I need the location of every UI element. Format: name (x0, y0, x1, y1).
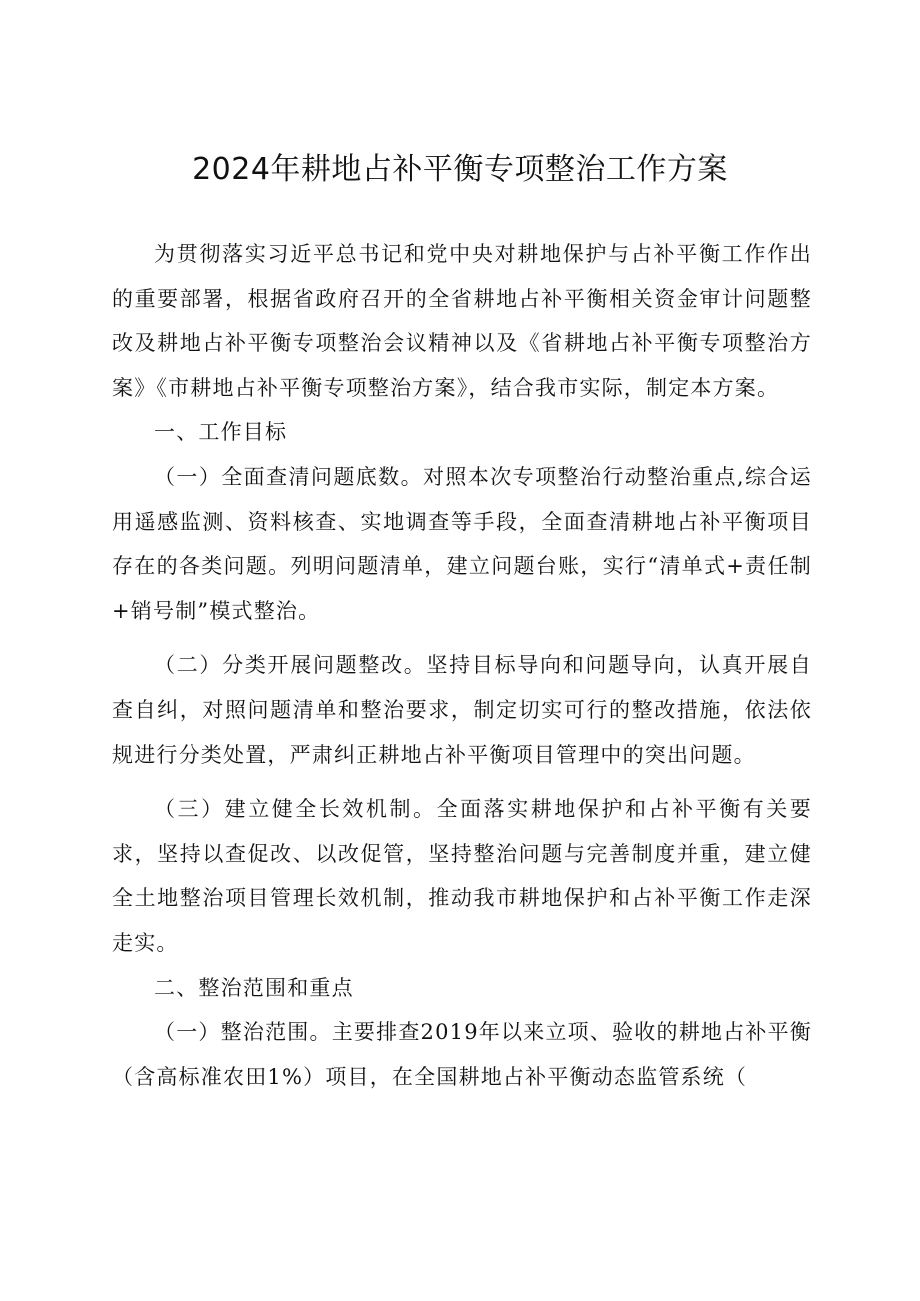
goal-item-1: （一）全面查清问题底数。对照本次专项整治行动整治重点,综合运用遥感监测、资料核查、实地调查等手段，全面查清耕地占补平衡项目存在的各类问题。列明问题清单，建立问题台账，实行“清单式+责任制+销号制”模式整治。 (112, 464, 812, 623)
document-title: 2024年耕地占补平衡专项整治工作方案 (192, 152, 728, 187)
goal-item-3: （三）建立健全长效机制。全面落实耕地保护和占补平衡有关要求，坚持以查促改、以改促管，坚持整治问题与完善制度并重，建立健全土地整治项目管理长效机制，推动我市耕地保护和占补平衡工作走深走实。 (112, 797, 812, 955)
section-heading-goals: 一、工作目标 (154, 420, 288, 445)
intro-paragraph: 为贯彻落实习近平总书记和党中央对耕地保护与占补平衡工作作出的重要部署，根据省政府召开的全省耕地占补平衡相关资金审计问题整改及耕地占补平衡专项整治会议精神以及《省耕地占补平衡专项整治方案》《市耕地占补平衡专项整治方案》，结合我市实际，制定本方案。 (112, 242, 812, 400)
scope-item-1: （一）整治范围。主要排查2019年以来立项、验收的耕地占补平衡（含高标准农田1%）项目，在全国耕地占补平衡动态监管系统（ (112, 1020, 812, 1089)
spacer (112, 633, 812, 643)
spacer (112, 777, 812, 787)
document-body (112, 232, 812, 1099)
section-heading-scope: 二、整治范围和重点 (154, 975, 354, 1000)
goal-item-2: （二）分类开展问题整改。坚持目标导向和问题导向，认真开展自查自纠，对照问题清单和整治要求，制定切实可行的整改措施，依法依规进行分类处置，严肃纠正耕地占补平衡项目管理中的突出问题。 (112, 653, 812, 767)
